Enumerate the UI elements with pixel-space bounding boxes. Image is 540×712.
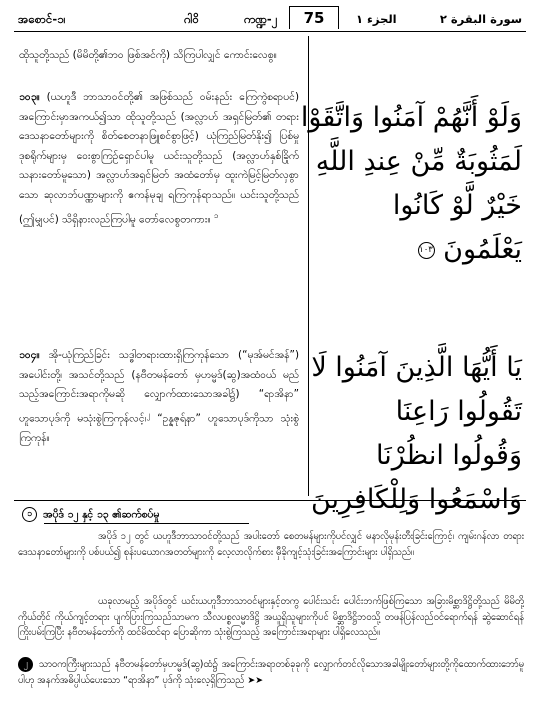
footnote-marker: ၁ <box>213 210 219 220</box>
header-section: ဂါဝိ <box>184 12 200 26</box>
footnotes-section <box>14 500 526 686</box>
footnote-paragraph: ယခုလာမည့် အပိုဒ်တွင် ယင်းယဟူဒီဘာသာဝင်များနှင့်တကွ ပေါင်းသင်း ပေါင်းဘက်ဖြစ်ကြသော အခြားမိစ္ဆာဒိဋ္ဌိတို့သည် မိမိတို့ကိုယ်တိုင် ကိုယ်ကျင့်တရား ပျက်ပြားကြသည်သာမက သီလပစ္စလမ္မာဒိဋ္ဌိ အယူရှိသူများကိုပင် မိစ္ဆာဒိဋ္ဌိဘဝသို့ တဖန်ပြန်လည်ဝင်ရောက်ရန် ဆွဲဆောင်ရန် ကြိုးပမ်းကြပြီး နဗီတမန်တော်ကို ထင်မိထင်ရာ ပြောဆိုကာ သုံးစွဲကြသည့် အကြောင်းအရာများ ပါရှိလေသည်။ <box>18 596 524 639</box>
arabic-line: خَيْرٌ لَّوْ كَانُوا <box>392 190 522 221</box>
page-number: 75 <box>289 6 339 29</box>
footnote-title-text: အပိုဒ် ၁၂ နှင့် ၁၃ ၏ဆက်စပ်မှု <box>43 508 160 521</box>
footnote-paragraph: အပိုဒ် ၁၂ တွင် ယဟူဒီဘာသာဝင်တို့သည် အပါးတော် စေတမန်များကိုပင်လျှင် မနာလိုမုန်းတီးခြင်းကြောင့်၊ ကျမ်းဂန်လာ တရားဒေသနာတော်များကို ပစ်ပယ်၍ စုန်းပယောဂအတတ်များကို လေ့လာလိုက်စား မှီခိုကျင့်သုံးခြင်းအကြောင်းများ ပါရှိသည်။ <box>18 531 524 558</box>
verse-text: အို-ယုံကြည်ခြင်း သဒ္ဓါတရားထားရှိကြကုန်သော (“မုအ်မင်အန်”) အပေါင်းတို့၊ အသင်တို့သည် (နဗီတမန်တော် မှဟမ္မဒ်(ဆွ)အထံဝယ် မည်သည့်အကြောင်းအရာကိုမဆို လျှောက်ထားသောအခါ၌) “ရာအိနာ” ဟူသောပုဒ်ကို မသုံးစွဲကြကုန်လင့်၊ <box>19 349 299 425</box>
header-surah: سورة البقرة ٢ <box>439 12 522 26</box>
arabic-verse-104 <box>310 346 522 522</box>
translation-verse-104 <box>19 346 299 448</box>
arabic-verse-103 <box>300 96 522 272</box>
title-underline <box>44 523 249 524</box>
arabic-line: وَلَوْ أَنَّهُمْ آمَنُوا وَاتَّقَوْا <box>300 102 522 133</box>
translation-continuation: ထိုသူတို့သည် (မိမိတို့၏ဘဝ ဖြစ်အင်ကို) သိကြပါလျှင် ကောင်းလေစွ။ <box>19 49 277 61</box>
page-header <box>14 9 526 32</box>
verse-text: (ယဟူဒီ ဘာသာဝင်တို့၏ အဖြစ်သည် ဝမ်းနည်း ကြေကွဲစရာပင်) အကြောင်းမှာအကယ်၍သာ ထိုသူတို့သည် (အလ္လာဟ် အရှင်မြတ်၏ တရားဒေသနာတော်များကို စိတ်စေတနာဖြူစင်စွာဖြင့်) ယုံကြည်မြတ်နိုး၍ ပြစ်မှုဒုစရိုက်များမှ ဝေးစွာကြဉ်ရှောင်ပါမူ ယင်းသူတို့သည် (အလ္လာဟ်နှစ်ခြိုက်သနားတော်မူသော) အလ္လာဟ်အရှင်မြတ် အထံတော်မှ ထူးကဲမြင့်မြတ်လှစွာသော ဆုလာဘ်ပဏ္ဏာများကို ဧကန်မုချ ရကြကုန်ရာသည်။ ယင်းသူတို့သည် (ဤမျှပင်) သိရှိနားလည်ကြပါမူ တော်လေစွတကား။ <box>19 91 299 226</box>
arabic-line <box>318 228 522 272</box>
arabic-line: وَاسْمَعُوا وَلِلْكَافِرِينَ <box>310 484 522 515</box>
header-volume: အစောင်-၁၊ <box>18 12 66 26</box>
footnote-title <box>22 507 159 524</box>
footnote-circle-1: ၁ <box>22 507 37 522</box>
arabic-line-text: يَعْلَمُونَ <box>443 234 522 265</box>
ayah-number-marker: ١٠٣ <box>418 242 435 259</box>
verse-text-end: “ဥန္နဇုရ်နာ” ဟူသောပုဒ်ကိုသာ သုံးစွဲကြကုန်။ <box>19 412 300 444</box>
footnote-marker: ၂ <box>146 409 151 419</box>
arabic-line: وَقُولُوا انظُرْنَا <box>376 440 522 471</box>
footnote-paragraph <box>18 657 524 688</box>
translation-verse-103 <box>19 88 299 230</box>
header-part: ကဏ္ဍ-၂ <box>244 12 278 26</box>
arabic-line: يَا أَيُّهَا الَّذِينَ آمَنُوا لَا <box>311 352 522 383</box>
footnote-text: သာဝကကြီးများသည် နဗီတမန်တော်မှဟမ္မဒ်(ဆွ)ထံ၌ အကြောင်းအရာတစ်ခုခုကို လျှောက်တင်လိုသောအခါမျိုးတော်များတို့ကိုထောက်ထားဘော်မူပါဟု အနက်အဓိပ္ပါယ်ပေးသော “ရာအိနာ” ပုဒ်ကို သုံးလေ့ရှိကြသည် ➤➤ <box>18 659 524 686</box>
arabic-line: لَمَثُوبَةٌ مِّنْ عِندِ اللَّهِ <box>315 146 522 177</box>
arabic-line: تَقُولُوا رَاعِنَا <box>395 396 522 427</box>
verse-number: ၁၀၃။ <box>19 91 40 103</box>
footnote-circle-2: ၂ <box>18 657 33 672</box>
header-juz: الجزء ١ <box>356 12 397 26</box>
verse-number: ၁၀၄။ <box>19 349 40 361</box>
